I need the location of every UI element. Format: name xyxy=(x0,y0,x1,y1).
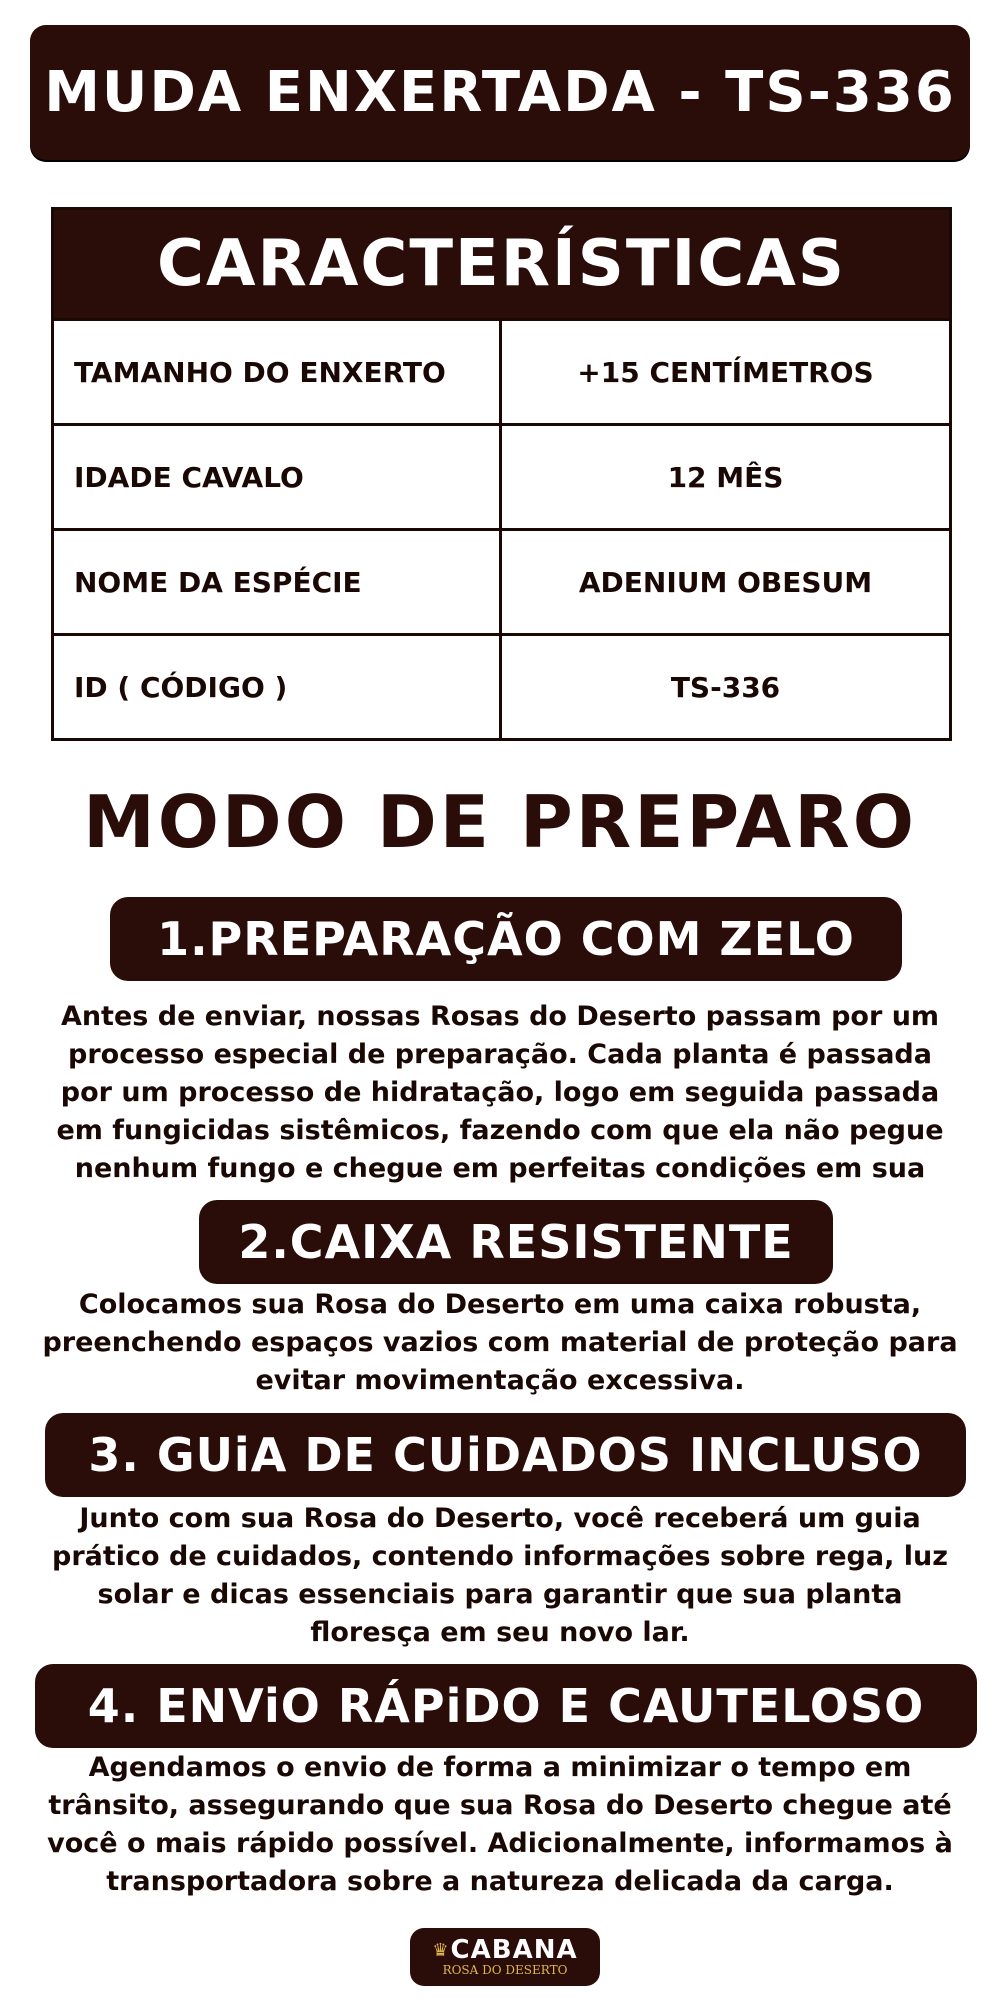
table-row xyxy=(53,320,951,425)
brand-logo xyxy=(410,1928,600,1986)
spec-value: ADENIUM OBESUM xyxy=(501,530,951,635)
page-title: MUDA ENXERTADA - TS-336 xyxy=(44,60,956,125)
step-3-text: Junto com sua Rosa do Deserto, você receberá um guia prático de cuidados, contendo informações sobre rega, luz solar e dicas essenciais para garantir que sua planta floresça em seu novo lar. xyxy=(52,1503,948,1648)
spec-label: ID ( CÓDIGO ) xyxy=(53,635,501,740)
spec-label: NOME DA ESPÉCIE xyxy=(53,530,501,635)
step-2-text: Colocamos sua Rosa do Deserto em uma caixa robusta, preenchendo espaços vazios com material de proteção para evitar movimentação excessiva. xyxy=(42,1289,958,1396)
step-4-text: Agendamos o envio de forma a minimizar o tempo em trânsito, assegurando que sua Rosa do Deserto chegue até você o mais rápido possível. Adicionalmente, informamos à transportadora sobre a natureza delicada da carga. xyxy=(47,1752,953,1897)
spec-label: TAMANHO DO ENXERTO xyxy=(53,320,501,425)
spec-label: IDADE CAVALO xyxy=(53,425,501,530)
logo-sub-text: ROSA DO DESERTO xyxy=(442,1963,568,1977)
spec-value: TS-336 xyxy=(501,635,951,740)
preparation-heading: MODO DE PREPARO xyxy=(83,780,917,864)
characteristics-table xyxy=(51,207,952,741)
table-row xyxy=(53,425,951,530)
characteristics-heading: CARACTERÍSTICAS xyxy=(53,209,951,320)
step-1-text: Antes de enviar, nossas Rosas do Deserto passam por um processo especial de preparação. Cada planta é passada por um processo de hidratação, logo em seguida passada em fungicidas sistêmicos, fazendo com que ela não pegue nenhum fungo e chegue em perfeitas condições em sua xyxy=(56,1001,944,1184)
step-1-title: 1.PREPARAÇÃO COM ZELO xyxy=(110,897,902,981)
table-row xyxy=(53,635,951,740)
logo-main-text: CABANA xyxy=(450,1935,578,1965)
spec-value: 12 MÊS xyxy=(501,425,951,530)
title-banner xyxy=(30,25,970,160)
table-row xyxy=(53,530,951,635)
step-2-title: 2.CAIXA RESISTENTE xyxy=(199,1200,833,1284)
step-3-title: 3. GUiA DE CUiDADOS INCLUSO xyxy=(45,1413,966,1497)
spec-value: +15 CENTÍMETROS xyxy=(501,320,951,425)
step-4-title: 4. ENViO RÁPiDO E CAUTELOSO xyxy=(35,1664,977,1748)
crown-icon: ♛ xyxy=(432,1939,449,1961)
